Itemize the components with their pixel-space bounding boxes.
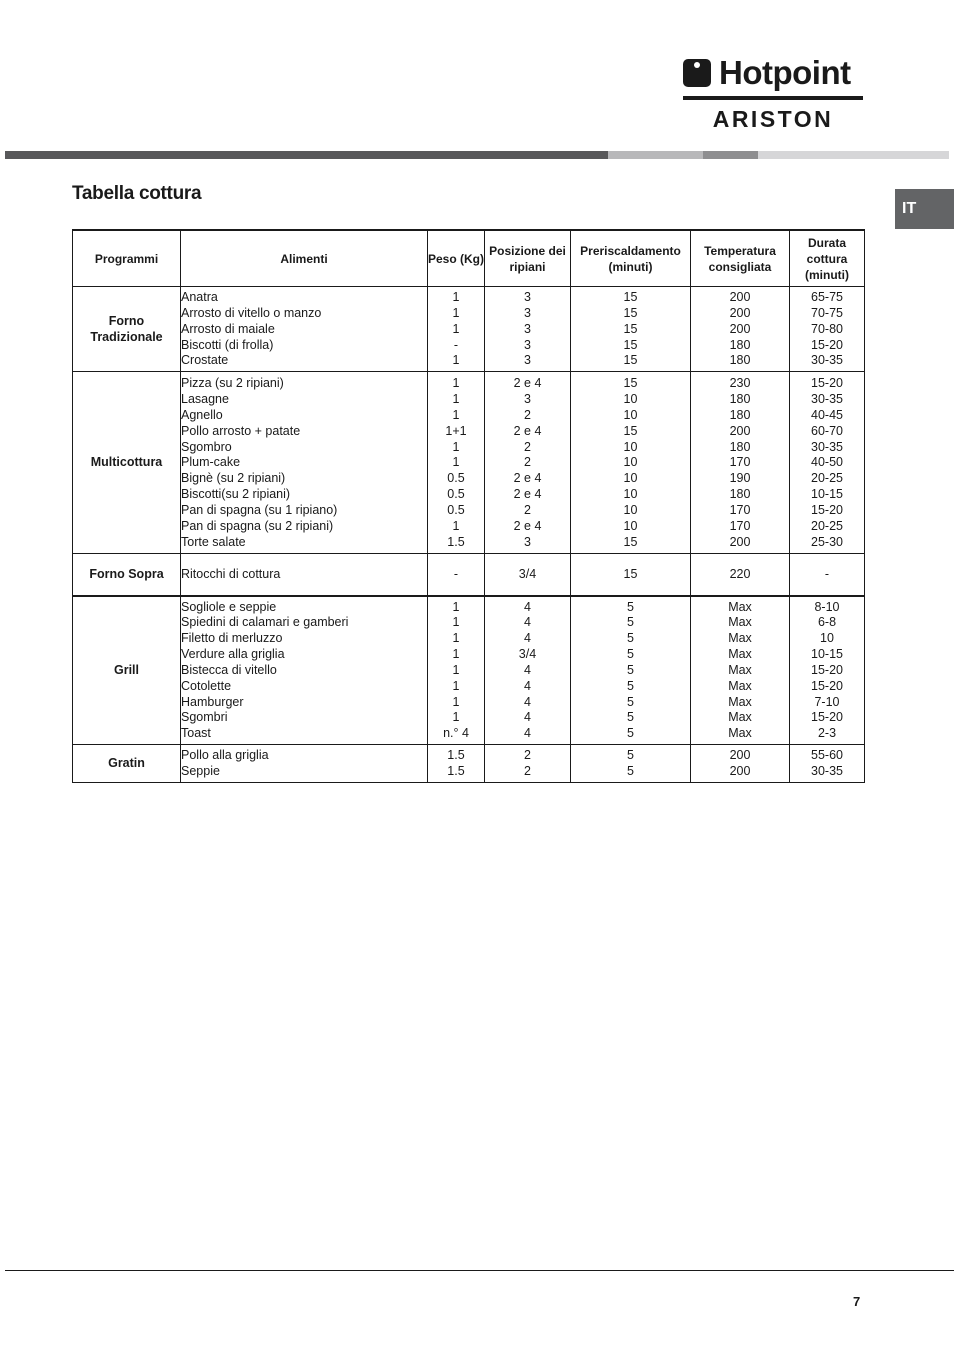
cook-time: 10-15: [811, 487, 843, 502]
shelf-position: 2 e 4: [513, 487, 542, 502]
shelf-position-cell: [485, 372, 571, 553]
table-group-row: [73, 372, 865, 553]
food-name: Cotolette: [181, 678, 232, 693]
temperature: Max: [728, 631, 752, 646]
shelf-position: 4: [524, 694, 531, 709]
cook-time-cell: [790, 553, 865, 596]
temperature: 190: [729, 471, 751, 486]
column-header: Preriscaldamento (minuti): [571, 230, 691, 287]
column-header: Alimenti: [181, 230, 428, 287]
preheat-time: 10: [623, 518, 638, 533]
temperature: 200: [729, 305, 751, 320]
temperature: 230: [729, 376, 751, 391]
preheat-time: 10: [623, 455, 638, 470]
header-band-pale: [758, 151, 949, 159]
shelf-position: 2 e 4: [513, 518, 542, 533]
food-name: Filetto di merluzzo: [181, 631, 283, 646]
shelf-position: 3: [524, 337, 531, 352]
temperature: Max: [728, 726, 752, 741]
shelf-position: 2: [524, 502, 531, 517]
shelf-position: 2 e 4: [513, 376, 542, 391]
cook-time: -: [824, 566, 830, 581]
temperature: 180: [729, 337, 751, 352]
shelf-position: 3: [524, 305, 531, 320]
cook-time: 15-20: [811, 376, 843, 391]
column-header: Temperatura consigliata: [691, 230, 790, 287]
cook-time: 40-50: [811, 455, 843, 470]
column-header: Peso (Kg): [428, 230, 485, 287]
temperature: 180: [729, 353, 751, 368]
food-name: Pan di spagna (su 1 ripiano): [181, 502, 338, 517]
weight: 1: [452, 615, 460, 630]
temperature: 170: [729, 502, 751, 517]
weight: 1.5: [447, 748, 465, 763]
shelf-position: 4: [524, 615, 531, 630]
food-name-cell: [181, 287, 428, 372]
temperature: Max: [728, 678, 752, 693]
header-band-light: [608, 151, 703, 159]
shelf-position: 4: [524, 599, 531, 614]
brand-name: Hotpoint: [719, 54, 851, 91]
language-tab: IT: [895, 189, 954, 229]
cook-time: 10: [820, 631, 834, 646]
table-group-row: [73, 596, 865, 745]
temperature-cell: [691, 596, 790, 745]
cook-time-cell: [790, 596, 865, 745]
cook-time: 10-15: [811, 647, 843, 662]
temperature: 180: [729, 439, 751, 454]
cook-time-cell: [790, 372, 865, 553]
preheat-time: 5: [627, 710, 634, 725]
brand-sub: ARISTON: [712, 106, 834, 132]
cook-time: 2-3: [817, 726, 837, 741]
cook-time: 15-20: [811, 502, 843, 517]
food-name: Plum-cake: [181, 455, 241, 470]
weight: 1: [452, 305, 460, 320]
temperature: 170: [729, 518, 751, 533]
weight: 1: [452, 455, 460, 470]
column-header: Programmi: [73, 230, 181, 287]
preheat-time: 10: [623, 471, 638, 486]
weight: 1: [452, 647, 460, 662]
table-group-row: [73, 745, 865, 783]
shelf-position: 2: [524, 439, 531, 454]
food-name: Seppie: [181, 763, 220, 778]
program-name: Gratin: [73, 745, 181, 783]
preheat-time: 5: [627, 726, 634, 741]
food-name: Pizza (su 2 ripiani): [181, 376, 284, 391]
shelf-position-cell: [485, 287, 571, 372]
cook-time: 30-35: [811, 353, 843, 368]
preheat-time: 15: [623, 566, 638, 581]
weight: 1: [452, 710, 460, 725]
shelf-position: 3/4: [518, 566, 537, 581]
weight: 1: [452, 321, 460, 336]
footer-divider: [5, 1270, 954, 1271]
food-name: Anatra: [181, 290, 218, 304]
shelf-position: 2: [524, 407, 531, 422]
program-name: Forno Tradizionale: [73, 287, 181, 372]
weight-cell: [428, 287, 485, 372]
weight-cell: [428, 596, 485, 745]
shelf-position: 3: [524, 321, 531, 336]
program-name: Forno Sopra: [73, 553, 181, 596]
weight: 1: [452, 439, 460, 454]
shelf-position: 2: [524, 748, 531, 763]
temperature: 170: [729, 455, 751, 470]
food-name: Arrosto di vitello o manzo: [181, 305, 322, 320]
cook-time: 40-45: [811, 407, 843, 422]
cook-time: 6-8: [817, 615, 837, 630]
temperature: 180: [729, 407, 751, 422]
header-band-dark: [5, 151, 608, 159]
shelf-position: 2 e 4: [513, 423, 542, 438]
temperature: 200: [729, 423, 751, 438]
cook-time: 60-70: [811, 423, 843, 438]
hotpoint-logo-icon: [683, 59, 711, 87]
program-name: Grill: [73, 596, 181, 745]
weight: 1: [452, 353, 460, 368]
weight: 0.5: [447, 502, 465, 517]
shelf-position: 3: [524, 392, 531, 407]
cook-time: 15-20: [811, 662, 843, 677]
weight: 0.5: [447, 487, 465, 502]
food-name: Ritocchi di cottura: [181, 566, 281, 581]
preheat-time: 5: [627, 748, 634, 763]
temperature: 200: [729, 534, 751, 549]
preheat-time: 5: [627, 694, 634, 709]
header-band-mid: [703, 151, 758, 159]
cook-time: 30-35: [811, 439, 843, 454]
food-name: Biscotti (di frolla): [181, 337, 274, 352]
cook-time: 30-35: [811, 392, 843, 407]
preheat-time: 15: [623, 353, 638, 368]
temperature: Max: [728, 662, 752, 677]
preheat-time-cell: [571, 553, 691, 596]
weight: n.° 4: [443, 726, 469, 741]
shelf-position: 3: [524, 534, 531, 549]
weight-cell: [428, 553, 485, 596]
preheat-time: 5: [627, 599, 634, 614]
weight: 1.5: [447, 534, 465, 549]
temperature-cell: [691, 745, 790, 783]
food-name: Sgombri: [181, 710, 228, 725]
food-name: Pollo alla griglia: [181, 748, 269, 763]
food-name: Bignè (su 2 ripiani): [181, 471, 286, 486]
food-name: Lasagne: [181, 392, 229, 407]
table-group-row: [73, 553, 865, 596]
weight: 1: [452, 599, 460, 614]
temperature: Max: [728, 710, 752, 725]
preheat-time: 15: [623, 290, 638, 304]
preheat-time-cell: [571, 372, 691, 553]
food-name: Biscotti(su 2 ripiani): [181, 487, 291, 502]
food-name: Sogliole e seppie: [181, 599, 277, 614]
shelf-position-cell: [485, 745, 571, 783]
temperature-cell: [691, 287, 790, 372]
weight: 1+1: [445, 423, 467, 438]
weight: 1: [452, 694, 460, 709]
weight: 1.5: [447, 763, 465, 778]
cook-time: 70-75: [811, 305, 843, 320]
temperature: 180: [729, 392, 751, 407]
preheat-time: 10: [623, 392, 638, 407]
preheat-time: 5: [627, 662, 634, 677]
preheat-time: 15: [623, 423, 638, 438]
temperature: 200: [729, 321, 751, 336]
cook-time: 30-35: [811, 763, 843, 778]
food-name-cell: [181, 372, 428, 553]
preheat-time: 5: [627, 678, 634, 693]
shelf-position: 4: [524, 662, 531, 677]
food-name: Arrosto di maiale: [181, 321, 275, 336]
temperature: 200: [729, 290, 751, 304]
shelf-position: 3/4: [518, 647, 537, 662]
food-name: Pollo arrosto + patate: [181, 423, 301, 438]
preheat-time: 10: [623, 487, 638, 502]
temperature: 200: [729, 763, 751, 778]
preheat-time: 15: [623, 321, 638, 336]
shelf-position-cell: [485, 553, 571, 596]
preheat-time-cell: [571, 745, 691, 783]
food-name: Spiedini di calamari e gamberi: [181, 615, 349, 630]
cook-time: 70-80: [811, 321, 843, 336]
weight: 1: [452, 662, 460, 677]
shelf-position: 4: [524, 678, 531, 693]
temperature: 220: [729, 566, 751, 581]
temperature: 200: [729, 748, 751, 763]
preheat-time: 5: [627, 647, 634, 662]
logo-divider: [683, 96, 863, 100]
weight-cell: [428, 372, 485, 553]
page-title: Tabella cottura: [72, 183, 202, 204]
cook-time: 55-60: [811, 748, 843, 763]
table-body: [73, 287, 865, 783]
preheat-time-cell: [571, 596, 691, 745]
cook-time: 25-30: [811, 534, 843, 549]
temperature: Max: [728, 599, 752, 614]
food-name-cell: [181, 596, 428, 745]
table-group-row: [73, 287, 865, 372]
cook-time: 15-20: [811, 337, 843, 352]
shelf-position: 3: [524, 353, 531, 368]
cook-time: 65-75: [811, 290, 843, 304]
food-name: Hamburger: [181, 694, 244, 709]
food-name-cell: [181, 745, 428, 783]
preheat-time: 10: [623, 502, 638, 517]
weight: 0.5: [447, 471, 465, 486]
weight: 1: [452, 407, 460, 422]
cooking-table: [72, 229, 865, 783]
shelf-position-cell: [485, 596, 571, 745]
shelf-position: 4: [524, 631, 531, 646]
shelf-position: 4: [524, 726, 531, 741]
food-name: Toast: [181, 726, 211, 741]
weight: 1: [452, 290, 460, 304]
temperature: Max: [728, 615, 752, 630]
cook-time: 20-25: [811, 518, 843, 533]
cook-time-cell: [790, 287, 865, 372]
shelf-position: 2 e 4: [513, 471, 542, 486]
cook-time: 15-20: [811, 678, 843, 693]
cook-time: 15-20: [811, 710, 843, 725]
temperature: Max: [728, 647, 752, 662]
preheat-time: 5: [627, 615, 634, 630]
food-name: Verdure alla griglia: [181, 647, 285, 662]
temperature-cell: [691, 372, 790, 553]
preheat-time: 10: [623, 439, 638, 454]
food-name: Crostate: [181, 353, 229, 368]
preheat-time: 15: [623, 337, 638, 352]
preheat-time: 5: [627, 631, 634, 646]
temperature: Max: [728, 694, 752, 709]
preheat-time: 15: [623, 305, 638, 320]
preheat-time-cell: [571, 287, 691, 372]
weight-cell: [428, 745, 485, 783]
food-name: Agnello: [181, 407, 223, 422]
food-name: Bistecca di vitello: [181, 662, 277, 677]
preheat-time: 15: [623, 534, 638, 549]
weight: 1: [452, 376, 460, 391]
weight: -: [453, 566, 459, 581]
brand-logo: [683, 56, 865, 132]
weight: 1: [452, 518, 460, 533]
shelf-position: 3: [524, 290, 531, 304]
weight: 1: [452, 631, 460, 646]
food-name: Pan di spagna (su 2 ripiani): [181, 518, 334, 533]
column-header: Posizione dei ripiani: [485, 230, 571, 287]
preheat-time: 10: [623, 407, 638, 422]
shelf-position: 4: [524, 710, 531, 725]
cook-time: 7-10: [814, 694, 840, 709]
food-name: Sgombro: [181, 439, 232, 454]
program-name: Multicottura: [73, 372, 181, 553]
preheat-time: 5: [627, 763, 634, 778]
column-header: Durata cottura (minuti): [790, 230, 865, 287]
cook-time-cell: [790, 745, 865, 783]
table-header-row: [73, 230, 865, 287]
page-number: 7: [853, 1294, 861, 1309]
food-name: Torte salate: [181, 534, 246, 549]
weight: 1: [452, 392, 460, 407]
preheat-time: 15: [623, 376, 638, 391]
weight: -: [453, 337, 459, 352]
shelf-position: 2: [524, 455, 531, 470]
temperature-cell: [691, 553, 790, 596]
shelf-position: 2: [524, 763, 531, 778]
food-name-cell: [181, 553, 428, 596]
temperature: 180: [729, 487, 751, 502]
cook-time: 20-25: [811, 471, 843, 486]
weight: 1: [452, 678, 460, 693]
cook-time: 8-10: [814, 599, 840, 614]
